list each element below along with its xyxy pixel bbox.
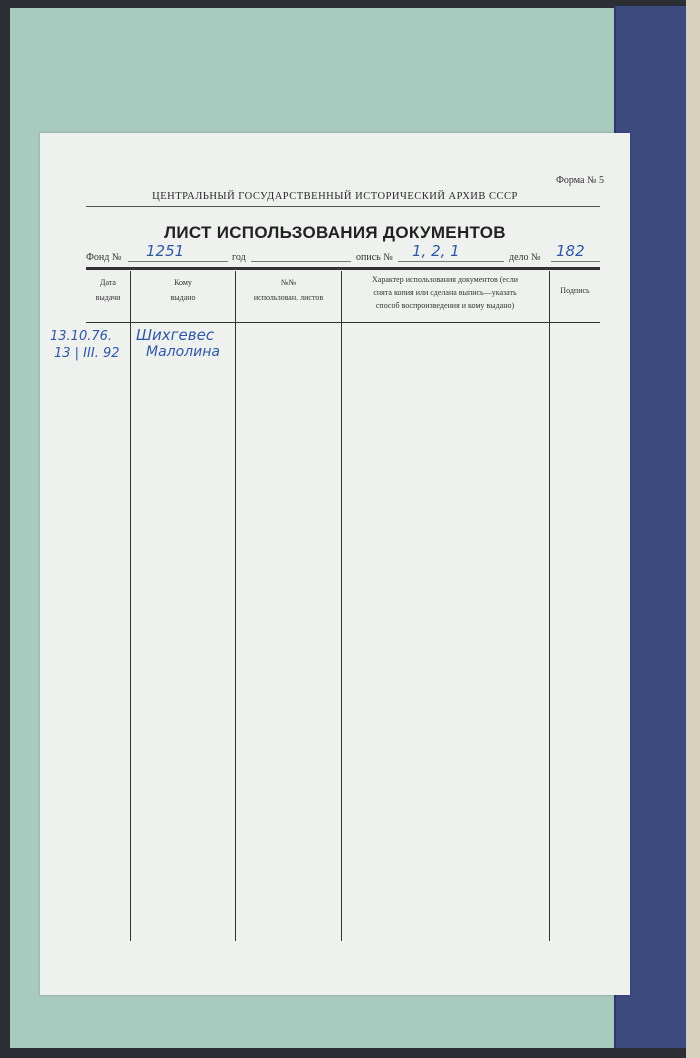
header-sheets-line2: использован. листов bbox=[253, 293, 324, 302]
meta-line bbox=[86, 242, 600, 266]
opis-value: 1, 2, 1 bbox=[412, 242, 460, 260]
row-1-recipient: Шихгевес bbox=[136, 326, 215, 344]
divider bbox=[86, 206, 600, 207]
header-sheets bbox=[236, 275, 341, 321]
opis-underline bbox=[398, 261, 504, 262]
header-usage bbox=[342, 273, 548, 319]
header-recipient-line2: выдано bbox=[170, 293, 196, 302]
header-date bbox=[86, 275, 130, 321]
header-usage-line2: снята копия или сделана выпись—указать bbox=[373, 288, 517, 297]
table-top-border bbox=[86, 267, 600, 270]
usage-sheet bbox=[40, 133, 630, 995]
fond-label: Фонд № bbox=[86, 252, 122, 263]
row-1-date: 13.10.76. bbox=[50, 329, 113, 344]
fond-underline bbox=[128, 261, 228, 262]
form-number: Форма № 5 bbox=[556, 175, 604, 186]
fond-value: 1251 bbox=[146, 242, 185, 260]
header-date-line1: Дата bbox=[100, 278, 116, 287]
header-usage-line3: способ воспроизведения и кому выдано) bbox=[375, 301, 515, 310]
delo-label: дело № bbox=[509, 252, 541, 263]
year-label: год bbox=[232, 252, 246, 263]
year-underline bbox=[251, 261, 351, 262]
header-signature-line1: Подпись bbox=[560, 286, 590, 295]
page-edge bbox=[686, 0, 700, 1058]
row-2-date: 13 | III. 92 bbox=[54, 346, 120, 361]
row-2-recipient: Малолина bbox=[146, 344, 220, 360]
column-divider bbox=[549, 271, 550, 941]
column-divider bbox=[235, 271, 236, 941]
header-recipient-line1: Кому bbox=[174, 278, 192, 287]
header-recipient bbox=[131, 275, 235, 321]
header-usage-line1: Характер использования документов (если bbox=[372, 275, 518, 284]
header-date-line2: выдачи bbox=[95, 293, 121, 302]
delo-underline bbox=[551, 261, 600, 262]
delo-value: 182 bbox=[556, 242, 585, 260]
column-divider bbox=[341, 271, 342, 941]
header-sheets-line1: №№ bbox=[280, 278, 297, 287]
page-title: ЛИСТ ИСПОЛЬЗОВАНИЯ ДОКУМЕНТОВ bbox=[164, 223, 506, 242]
table-header-border bbox=[86, 322, 600, 323]
opis-label: опись № bbox=[356, 252, 393, 263]
column-divider bbox=[130, 271, 131, 941]
archive-name: ЦЕНТРАЛЬНЫЙ ГОСУДАРСТВЕННЫЙ ИСТОРИЧЕСКИЙ АРХИВ СССР bbox=[152, 191, 518, 202]
